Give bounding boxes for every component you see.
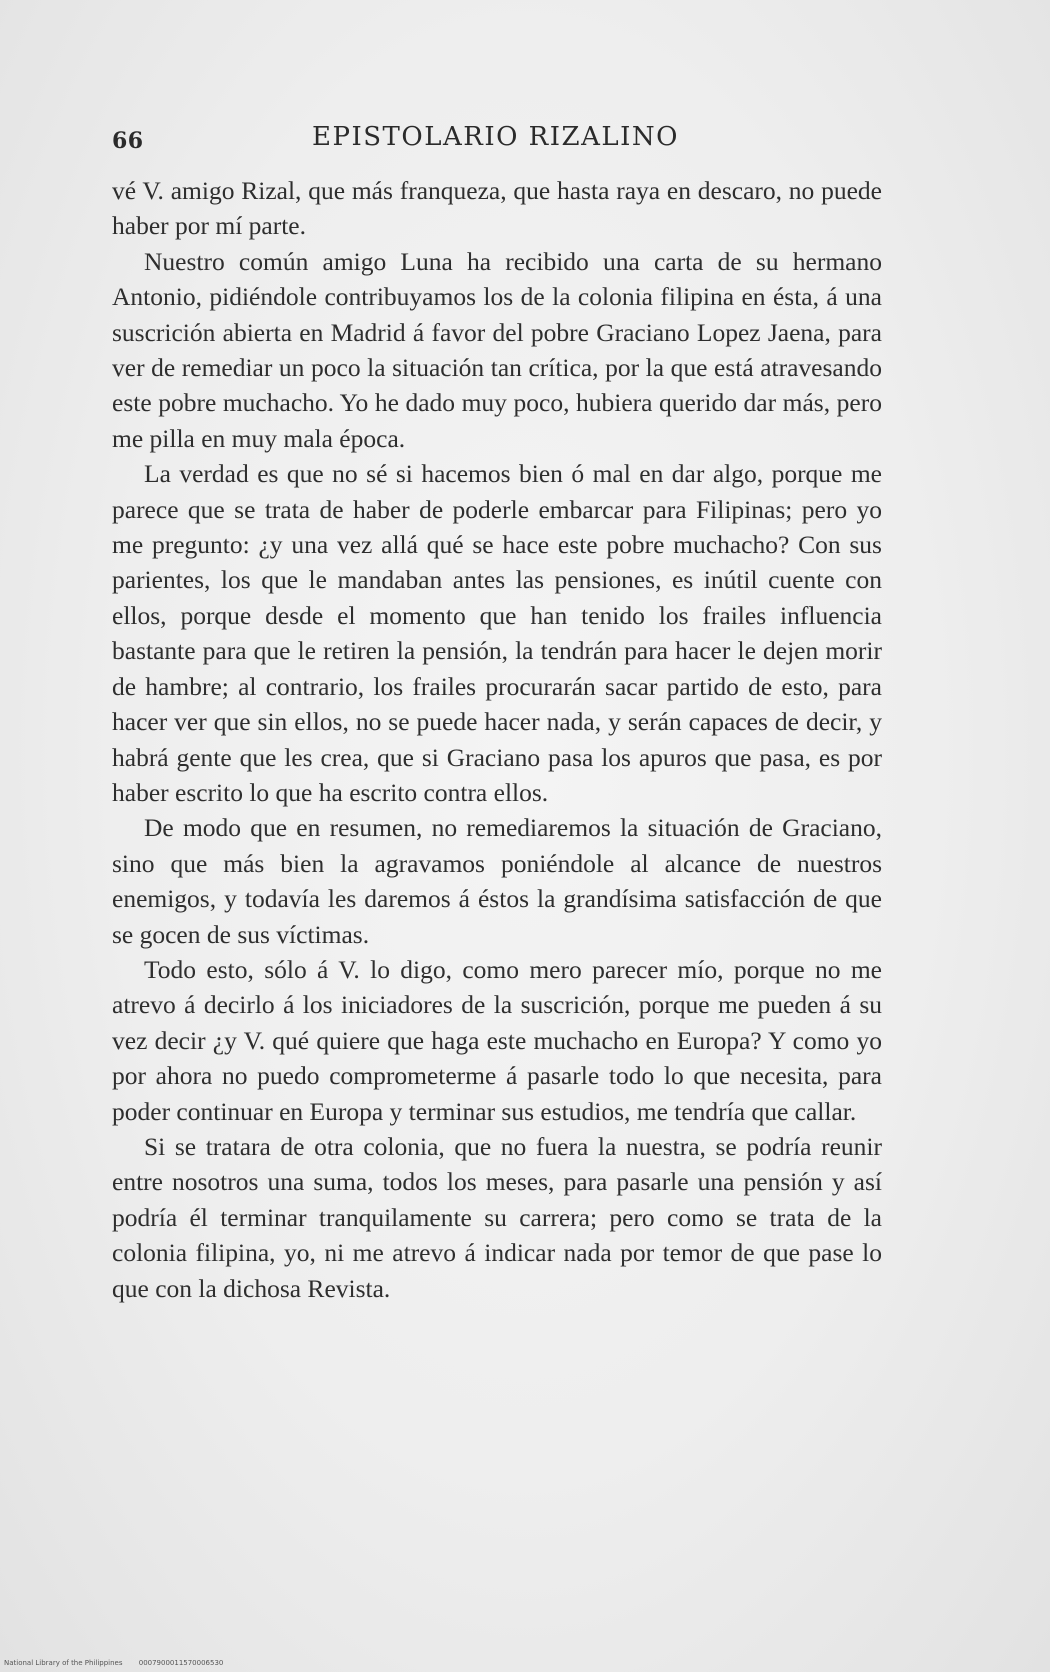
scan-identifier: 0007900011570006530: [138, 1659, 224, 1667]
page-header: [112, 122, 882, 166]
paragraph: Todo esto, sólo á V. lo digo, como mero parecer mío, porque no me atrevo á decirlo á los iniciadores de la suscrición, porque me pueden á su vez decir ¿y V. qué quiere que haga este muchacho en Europa? Y como yo por ahora no puedo comprometerme á pasarle todo lo que necesita, para poder continuar en Europa y terminar sus estudios, me tendría que callar.: [112, 954, 882, 1126]
page-number: 66: [112, 128, 144, 154]
scan-credit: [4, 1659, 237, 1667]
paragraph: vé V. amigo Rizal, que más franqueza, que hasta raya en descaro, no puede haber por mí parte.: [112, 176, 882, 241]
letter-body: [112, 173, 882, 1306]
library-name: National Library of the Philippines: [4, 1659, 123, 1667]
paragraph: Si se tratara de otra colonia, que no fuera la nuestra, se podría reunir entre nosotros una suma, todos los meses, para pasarle una pensión y así podría él terminar tranquilamente su carrera; pero como se trata de la colonia filipina, yo, ni me atrevo á indicar nada por temor de que pase lo que con la dichosa Revista.: [112, 1131, 882, 1303]
paragraph: La verdad es que no sé si hacemos bien ó mal en dar algo, porque me parece que se trata de haber de poderle embarcar para Filipinas; pero yo me pregunto: ¿y una vez allá qué se hace este pobre muchacho? Con sus parientes, los que le mandaban antes las pensiones, es inútil cuente con ellos, porque desde el momento que han tenido los frailes influencia bastante para que le retiren la pensión, la tendrán para hacer le dejen morir de hambre; al contrario, los frailes procurarán sacar partido de esto, para hacer ver que sin ellos, no se puede hacer nada, y serán capaces de decir, y habrá gente que les crea, que si Graciano pasa los apuros que pasa, es por haber escrito lo que ha escrito contra ellos.: [112, 459, 882, 807]
paragraph: De modo que en resumen, no remediaremos la situación de Graciano, sino que más bien la agravamos poniéndole al alcance de nuestros enemigos, y todavía les daremos á éstos la grandísima satisfacción de que se gocen de sus víctimas.: [112, 813, 882, 949]
paragraph: Nuestro común amigo Luna ha recibido una carta de su hermano Antonio, pidiéndole contribuyamos los de la colonia filipina en ésta, á una suscrición abierta en Madrid á favor del pobre Graciano Lopez Jaena, para ver de remediar un poco la situación tan crítica, por la que está atravesando este pobre muchacho. Yo he dado muy poco, hubiera querido dar más, pero me pilla en muy mala época.: [112, 246, 882, 453]
running-title: EPISTOLARIO RIZALINO: [312, 122, 679, 152]
